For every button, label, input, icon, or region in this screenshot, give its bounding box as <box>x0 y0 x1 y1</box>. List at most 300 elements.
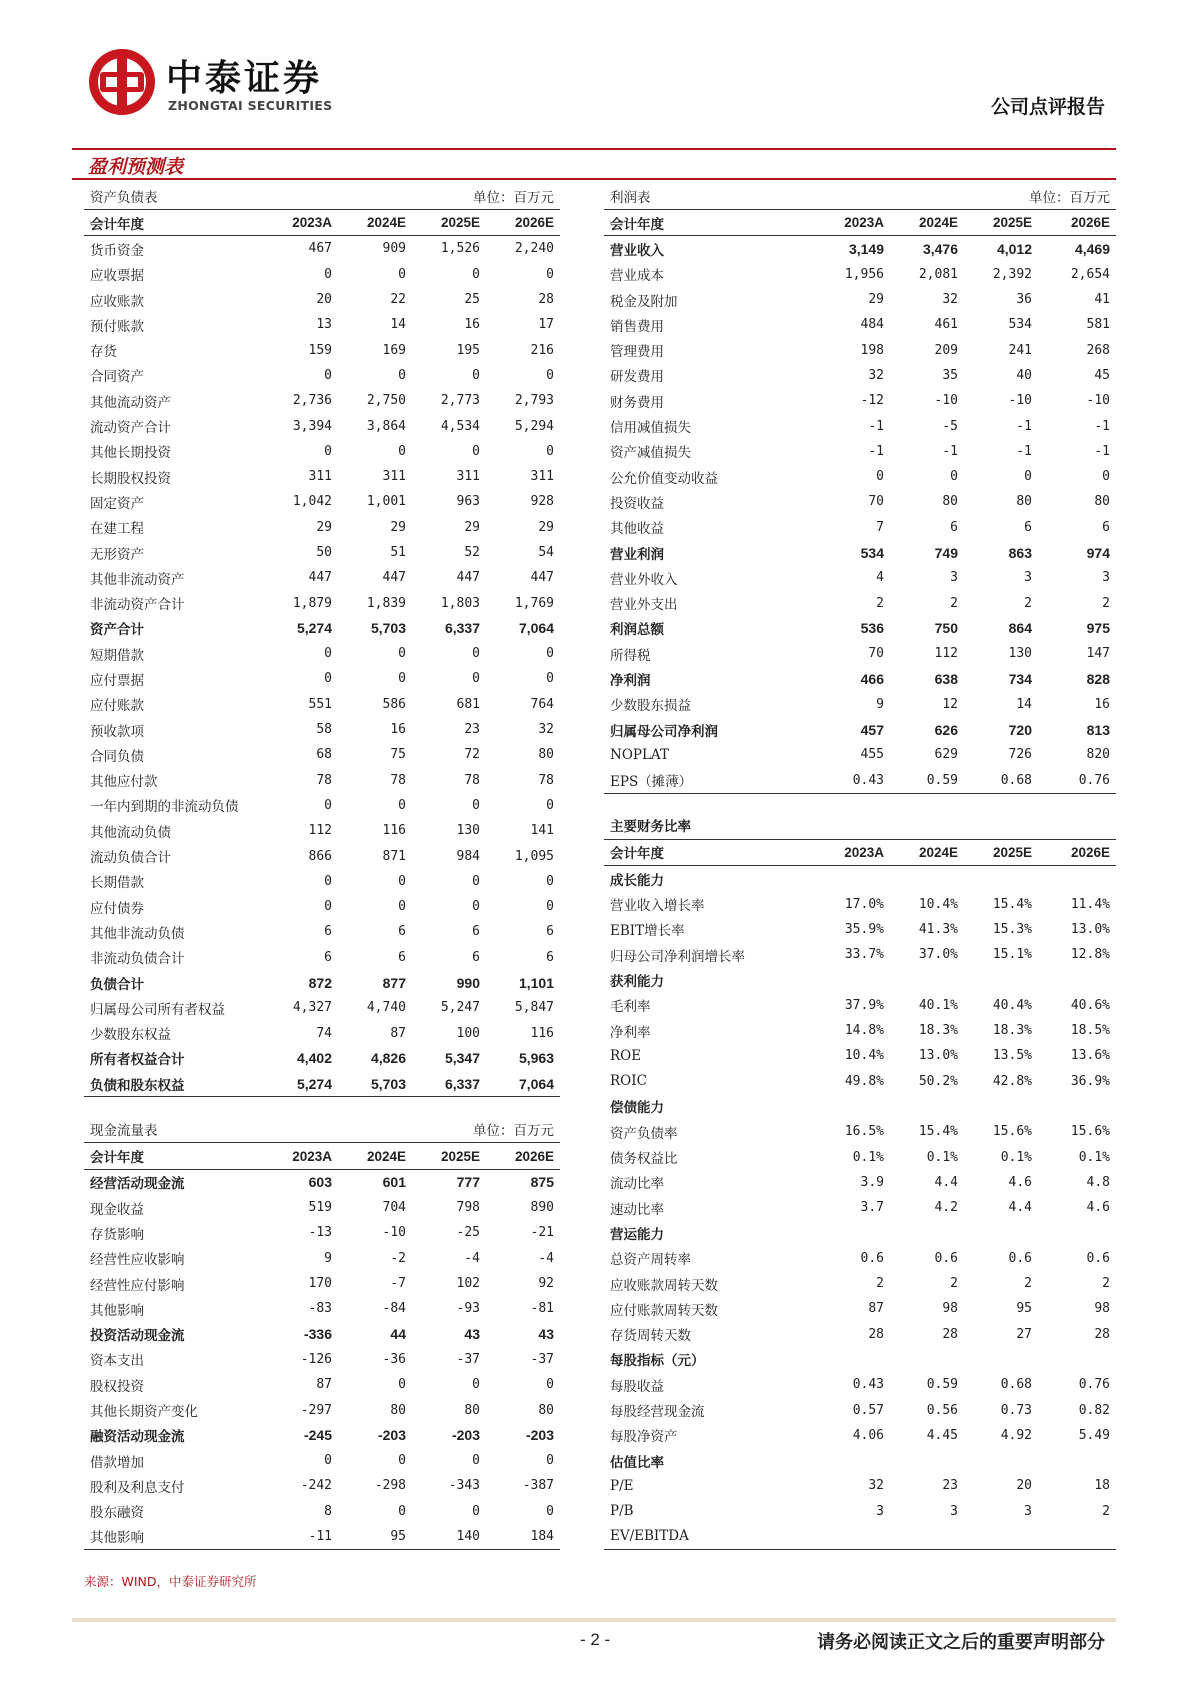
cell-value: 20 <box>316 292 332 308</box>
cell-value: 41.3% <box>918 921 958 937</box>
cell-value: 44 <box>390 1326 406 1343</box>
cell-value: 29 <box>464 519 480 535</box>
column-header: 2026E <box>1038 210 1116 236</box>
cell-value: 45 <box>1094 367 1110 383</box>
row-label: 销售费用 <box>610 318 664 335</box>
table-row <box>84 590 560 615</box>
row-label: 股利及利息支付 <box>90 1479 185 1496</box>
spacer-row <box>604 793 1116 812</box>
footer-rule <box>72 1618 1116 1622</box>
table-row <box>84 666 560 691</box>
cell-value: 0.59 <box>890 768 964 794</box>
row-label: 其他长期资产变化 <box>90 1404 198 1420</box>
cell-value: 447 <box>308 570 332 586</box>
table-row <box>84 1220 560 1245</box>
row-label: 应付账款周转天数 <box>610 1302 718 1319</box>
cell-value: 0 <box>398 797 406 813</box>
table-row <box>604 1448 1116 1473</box>
cell-value: 2 <box>950 595 958 611</box>
table-caption: 现金流量表 <box>90 1122 158 1139</box>
row-label: 应付账款 <box>90 698 144 715</box>
cell-value: 32 <box>942 292 958 308</box>
cell-value: 0 <box>472 367 480 383</box>
cell-value: 4,826 <box>370 1050 406 1067</box>
table-row <box>84 236 560 262</box>
cell-value: 23 <box>942 1478 958 1494</box>
cell-value: 603 <box>308 1174 332 1191</box>
cell-value: 15.3% <box>992 921 1032 937</box>
cell-value: 95 <box>1016 1301 1032 1317</box>
column-header: 2026E <box>486 1143 560 1169</box>
cell-value: 16.5% <box>844 1124 884 1140</box>
cell-value: 1,001 <box>366 494 406 510</box>
cell-value: 0.1% <box>1000 1149 1032 1165</box>
row-label: 资产负债率 <box>610 1125 678 1142</box>
cell-value: 311 <box>308 469 332 485</box>
cell-value: 2 <box>1102 595 1110 611</box>
cell-value: 35 <box>942 367 958 383</box>
cell-value: 0 <box>546 367 554 383</box>
cell-value <box>890 1347 964 1372</box>
cell-value: 484 <box>860 317 884 333</box>
cell-value: 13.0% <box>1070 921 1110 937</box>
cell-value: 0 <box>324 367 332 383</box>
cell-value: 2,750 <box>366 393 406 409</box>
cell-value: 1,769 <box>514 595 554 611</box>
cell-value: 447 <box>530 570 554 586</box>
cell-value <box>1038 1094 1116 1119</box>
cell-value: 0 <box>398 1377 406 1393</box>
row-label: 其他收益 <box>610 521 664 538</box>
cell-value: 20 <box>1016 1478 1032 1494</box>
cell-value: 116 <box>530 1025 554 1041</box>
table-row <box>84 1246 560 1271</box>
cell-value: 6 <box>472 949 480 965</box>
cell-value: 78 <box>316 772 332 788</box>
table-row <box>604 1372 1116 1397</box>
table-row <box>84 1423 560 1448</box>
cell-value <box>964 866 1038 892</box>
cell-value: 11.4% <box>1070 896 1110 912</box>
cell-value: 37.9% <box>844 997 884 1013</box>
cell-value: 80 <box>942 494 958 510</box>
row-label: 股东融资 <box>90 1505 144 1522</box>
cell-value: 2 <box>950 1276 958 1292</box>
cell-value: 78 <box>538 772 554 788</box>
row-label: 估值比率 <box>610 1454 664 1471</box>
cell-value: 2,773 <box>440 393 480 409</box>
table-row <box>84 489 560 514</box>
cell-value: 70 <box>868 646 884 662</box>
cell-value: 0 <box>324 873 332 889</box>
cell-value: 3.7 <box>860 1200 884 1216</box>
cell-value: 0 <box>472 899 480 915</box>
table-row <box>84 439 560 464</box>
column-header: 2024E <box>890 210 964 236</box>
cell-value: 36 <box>1016 292 1032 308</box>
cell-value: 820 <box>1086 747 1110 763</box>
table-row <box>604 717 1116 742</box>
cell-value: 4,402 <box>296 1050 332 1067</box>
cell-value: 974 <box>1086 544 1110 561</box>
table-row <box>84 1021 560 1046</box>
row-label: 营运能力 <box>610 1226 664 1243</box>
cell-value: 5,703 <box>370 620 406 637</box>
row-label: 其他影响 <box>90 1302 144 1319</box>
cell-value <box>816 1448 890 1473</box>
row-label: 所得税 <box>610 647 651 664</box>
cell-value: -81 <box>530 1301 554 1317</box>
row-label: 利润总额 <box>610 622 664 639</box>
cell-value: 0 <box>398 899 406 915</box>
row-label: 流动负债合计 <box>90 850 171 867</box>
cell-value: 80 <box>464 1402 480 1418</box>
cell-value: 80 <box>390 1402 406 1418</box>
table-row <box>84 995 560 1020</box>
table-row <box>604 287 1116 312</box>
cell-value: 27 <box>1016 1326 1032 1342</box>
cell-value: 18 <box>1094 1478 1110 1494</box>
cell-value: 140 <box>412 1524 486 1550</box>
cell-value: 6 <box>398 924 406 940</box>
cell-value: 0 <box>1102 469 1110 485</box>
cell-value: 8 <box>324 1503 332 1519</box>
cell-value: 0.6 <box>860 1250 884 1266</box>
cell-value: 87 <box>390 1025 406 1041</box>
row-label: 其他流动资产 <box>90 394 171 411</box>
cell-value: -1 <box>1094 443 1110 459</box>
cell-value: 877 <box>382 974 406 991</box>
cell-value: 0 <box>546 873 554 889</box>
cell-value: 0.59 <box>926 1377 958 1393</box>
cell-value: -1 <box>1094 418 1110 434</box>
cell-value: 32 <box>868 367 884 383</box>
row-label: 资产合计 <box>90 622 144 639</box>
cell-value: 864 <box>1008 620 1032 637</box>
cell-value: 0 <box>398 367 406 383</box>
table-row <box>604 413 1116 438</box>
cell-value: 43 <box>464 1326 480 1343</box>
row-label: NOPLAT <box>610 746 669 763</box>
row-label: 归属母公司净利润 <box>610 723 718 740</box>
cell-value: 12.8% <box>1070 947 1110 963</box>
cell-value: 3,864 <box>366 418 406 434</box>
cell-value: 872 <box>308 974 332 991</box>
cell-value: 43 <box>538 1326 554 1343</box>
cell-value <box>890 866 964 892</box>
cell-value: 0 <box>546 1377 554 1393</box>
cell-value: 629 <box>934 747 958 763</box>
table-caption: 利润表 <box>610 189 651 206</box>
cell-value: 828 <box>1086 670 1110 687</box>
table-row <box>604 1195 1116 1220</box>
cell-value: 0 <box>472 266 480 282</box>
cell-value: 0.43 <box>852 1377 884 1393</box>
cell-value: 6 <box>546 924 554 940</box>
cell-value: 4.4 <box>1008 1200 1032 1216</box>
table-row <box>84 793 560 818</box>
cell-value: 209 <box>934 342 958 358</box>
row-label: 借款增加 <box>90 1454 144 1471</box>
balance-sheet-caption-row <box>84 182 560 210</box>
column-header: 会计年度 <box>84 1143 264 1169</box>
cell-value: 195 <box>456 342 480 358</box>
row-label: 其他非流动资产 <box>90 571 185 588</box>
cell-value: 0.82 <box>1078 1402 1110 1418</box>
cell-value: 198 <box>860 342 884 358</box>
cell-value: 519 <box>308 1200 332 1216</box>
row-label: 每股净资产 <box>610 1429 678 1446</box>
column-header: 2024E <box>338 1143 412 1169</box>
cell-value: 2,240 <box>514 241 554 257</box>
cell-value: 10.4% <box>844 1048 884 1064</box>
unit-label: 单位：百万元 <box>473 1122 554 1139</box>
cell-value: 626 <box>934 721 958 738</box>
cell-value: -93 <box>456 1301 480 1317</box>
column-header: 2025E <box>412 1143 486 1169</box>
cell-value: 0.6 <box>1086 1250 1110 1266</box>
table-row <box>84 692 560 717</box>
cell-value: -5 <box>942 418 958 434</box>
cell-value: 159 <box>308 342 332 358</box>
cell-value: 681 <box>456 696 480 712</box>
cell-value: 1,101 <box>518 974 554 991</box>
cell-value: 447 <box>456 570 480 586</box>
cell-value <box>964 1448 1038 1473</box>
unit-label: 单位：百万元 <box>1029 189 1110 206</box>
row-label: 资本支出 <box>90 1353 144 1370</box>
cell-value: 130 <box>1008 646 1032 662</box>
cell-value: 4.92 <box>1000 1427 1032 1443</box>
table-row <box>604 1018 1116 1043</box>
row-label: 经营活动现金流 <box>90 1176 185 1193</box>
cell-value: 9 <box>876 696 884 712</box>
cell-value: 15.6% <box>992 1124 1032 1140</box>
row-label: 应付票据 <box>90 672 144 689</box>
cell-value: -37 <box>456 1351 480 1367</box>
cell-value: 18.3% <box>918 1023 958 1039</box>
table-row <box>604 1043 1116 1068</box>
table-row <box>604 1347 1116 1372</box>
cell-value: 6 <box>1102 519 1110 535</box>
table-row <box>604 1524 1116 1550</box>
cell-value: 0 <box>546 899 554 915</box>
cell-value: 5,703 <box>338 1071 412 1097</box>
row-label: 偿债能力 <box>610 1100 664 1117</box>
cell-value: 112 <box>934 646 958 662</box>
unit-label: 单位：百万元 <box>473 189 554 206</box>
table-row <box>604 1423 1116 1448</box>
cell-value: 581 <box>1086 317 1110 333</box>
cell-value: 147 <box>1086 646 1110 662</box>
table-row <box>604 236 1116 262</box>
row-label: 其他影响 <box>84 1524 264 1550</box>
cell-value: 749 <box>934 544 958 561</box>
brand-name-en: ZHONGTAI SECURITIES <box>168 98 333 113</box>
cell-value <box>1038 1448 1116 1473</box>
cell-value: 3,476 <box>922 240 958 257</box>
cell-value: 3 <box>1024 1503 1032 1519</box>
cell-value: -10 <box>934 393 958 409</box>
cell-value: 3 <box>950 1503 958 1519</box>
row-label: P/E <box>610 1477 634 1494</box>
cell-value: 42.8% <box>992 1073 1032 1089</box>
column-header: 会计年度 <box>604 839 816 865</box>
table-row <box>84 1195 560 1220</box>
cell-value: 4.6 <box>1086 1200 1110 1216</box>
cell-value: 0 <box>398 1453 406 1469</box>
cell-value: 750 <box>934 620 958 637</box>
cell-value: 7,064 <box>486 1071 560 1097</box>
column-header: 2024E <box>338 210 412 236</box>
cell-value: 0 <box>472 873 480 889</box>
cell-value: 2,392 <box>992 266 1032 282</box>
cell-value: 0 <box>472 797 480 813</box>
cell-value: 0 <box>546 646 554 662</box>
cell-value: 184 <box>486 1524 560 1550</box>
cell-value: -10 <box>1086 393 1110 409</box>
cell-value: 0 <box>324 646 332 662</box>
table-row <box>604 666 1116 691</box>
cell-value: 28 <box>538 292 554 308</box>
table-header-row <box>84 210 560 236</box>
cell-value <box>816 866 890 892</box>
table-row <box>604 1271 1116 1296</box>
cell-value: 18.3% <box>992 1023 1032 1039</box>
cell-value: 0 <box>546 266 554 282</box>
cell-value: 1,042 <box>292 494 332 510</box>
cell-value <box>1038 1347 1116 1372</box>
cell-value: 41 <box>1094 292 1110 308</box>
cell-value: -25 <box>456 1225 480 1241</box>
cell-value: 928 <box>530 494 554 510</box>
cell-value: 12 <box>942 696 958 712</box>
cell-value <box>964 1220 1038 1245</box>
cell-value: -1 <box>868 418 884 434</box>
row-label: 存货周转天数 <box>610 1328 691 1345</box>
cell-value: 2 <box>1024 1276 1032 1292</box>
cell-value: 37.0% <box>918 947 958 963</box>
cell-value <box>964 1094 1038 1119</box>
table-row <box>84 1169 560 1195</box>
cell-value: 51 <box>390 545 406 560</box>
cell-value <box>890 1448 964 1473</box>
row-label: 流动资产合计 <box>90 420 171 437</box>
row-label: 少数股东权益 <box>90 1027 171 1044</box>
cell-value: 15.4% <box>992 896 1032 912</box>
table-row <box>604 515 1116 540</box>
cell-value: 311 <box>382 469 406 485</box>
row-label: 负债和股东权益 <box>84 1071 264 1097</box>
cell-value: 6 <box>398 949 406 965</box>
cell-value: 0 <box>398 671 406 687</box>
cell-value: 98 <box>942 1301 958 1317</box>
column-header: 2024E <box>890 839 964 865</box>
table-row <box>604 942 1116 967</box>
table-row <box>84 818 560 843</box>
cell-value <box>816 1524 890 1550</box>
cell-value: -203 <box>451 1427 480 1444</box>
ratios-caption-row <box>604 812 1116 840</box>
balance-sheet-table <box>84 182 560 1550</box>
cell-value: 871 <box>382 848 406 864</box>
cell-value: 23 <box>464 722 480 738</box>
row-label: 应收账款周转天数 <box>610 1277 718 1294</box>
row-label: 无形资产 <box>90 546 144 563</box>
row-label: 融资活动现金流 <box>90 1429 185 1446</box>
table-row <box>84 1524 560 1550</box>
row-label: 归属母公司所有者权益 <box>90 1001 225 1018</box>
table-row <box>604 1069 1116 1094</box>
cell-value: 0.68 <box>1000 1377 1032 1393</box>
row-label: 每股指标（元） <box>610 1353 705 1370</box>
table-row <box>84 843 560 868</box>
cell-value: 2 <box>1024 595 1032 611</box>
table-row <box>84 262 560 287</box>
row-label: 营业收入 <box>610 242 664 259</box>
cell-value: 0 <box>398 266 406 282</box>
cell-value: 4,534 <box>440 418 480 434</box>
column-header: 2026E <box>486 210 560 236</box>
cell-value: 0 <box>324 899 332 915</box>
cell-value: 0 <box>1024 469 1032 485</box>
cell-value: 22 <box>390 292 406 308</box>
cell-value: 102 <box>456 1276 480 1292</box>
cell-value: 2,654 <box>1070 266 1110 282</box>
table-caption: 主要财务比率 <box>610 819 691 836</box>
table-row <box>84 565 560 590</box>
table-row <box>604 1170 1116 1195</box>
cell-value: -7 <box>390 1276 406 1292</box>
row-label: 合同资产 <box>90 369 144 386</box>
row-label: 货币资金 <box>90 242 144 259</box>
row-label: ROE <box>610 1047 642 1064</box>
cell-value: 0 <box>472 1377 480 1393</box>
cell-value: 534 <box>1008 317 1032 333</box>
table-row <box>604 312 1116 337</box>
row-label: 预收款项 <box>90 723 144 740</box>
cell-value: 0 <box>472 1453 480 1469</box>
cell-value: 141 <box>530 823 554 839</box>
row-label: 短期借款 <box>90 647 144 664</box>
cell-value: -387 <box>522 1478 554 1494</box>
cell-value: 551 <box>308 696 332 712</box>
cell-value: 2 <box>1102 1503 1110 1519</box>
cell-value: 0 <box>472 646 480 662</box>
cell-value: 586 <box>382 696 406 712</box>
cell-value: 990 <box>456 974 480 991</box>
table-row <box>604 692 1116 717</box>
row-label: 少数股东损益 <box>610 698 691 715</box>
cell-value: 78 <box>464 772 480 788</box>
table-row <box>604 590 1116 615</box>
table-row <box>84 768 560 793</box>
cell-value: 4,012 <box>996 240 1032 257</box>
row-label: 非流动资产合计 <box>90 597 185 614</box>
cell-value: 0 <box>546 443 554 459</box>
cell-value: 75 <box>390 747 406 763</box>
cell-value: 720 <box>1008 721 1032 738</box>
table-row <box>84 919 560 944</box>
cell-value: 16 <box>1094 696 1110 712</box>
row-label: 在建工程 <box>90 521 144 538</box>
cell-value: 50.2% <box>918 1073 958 1089</box>
row-label: 营业利润 <box>610 546 664 563</box>
cell-value: 87 <box>316 1377 332 1393</box>
cell-value: -12 <box>860 393 884 409</box>
header-rule-top <box>72 148 1116 150</box>
cell-value: 0.57 <box>852 1402 884 1418</box>
